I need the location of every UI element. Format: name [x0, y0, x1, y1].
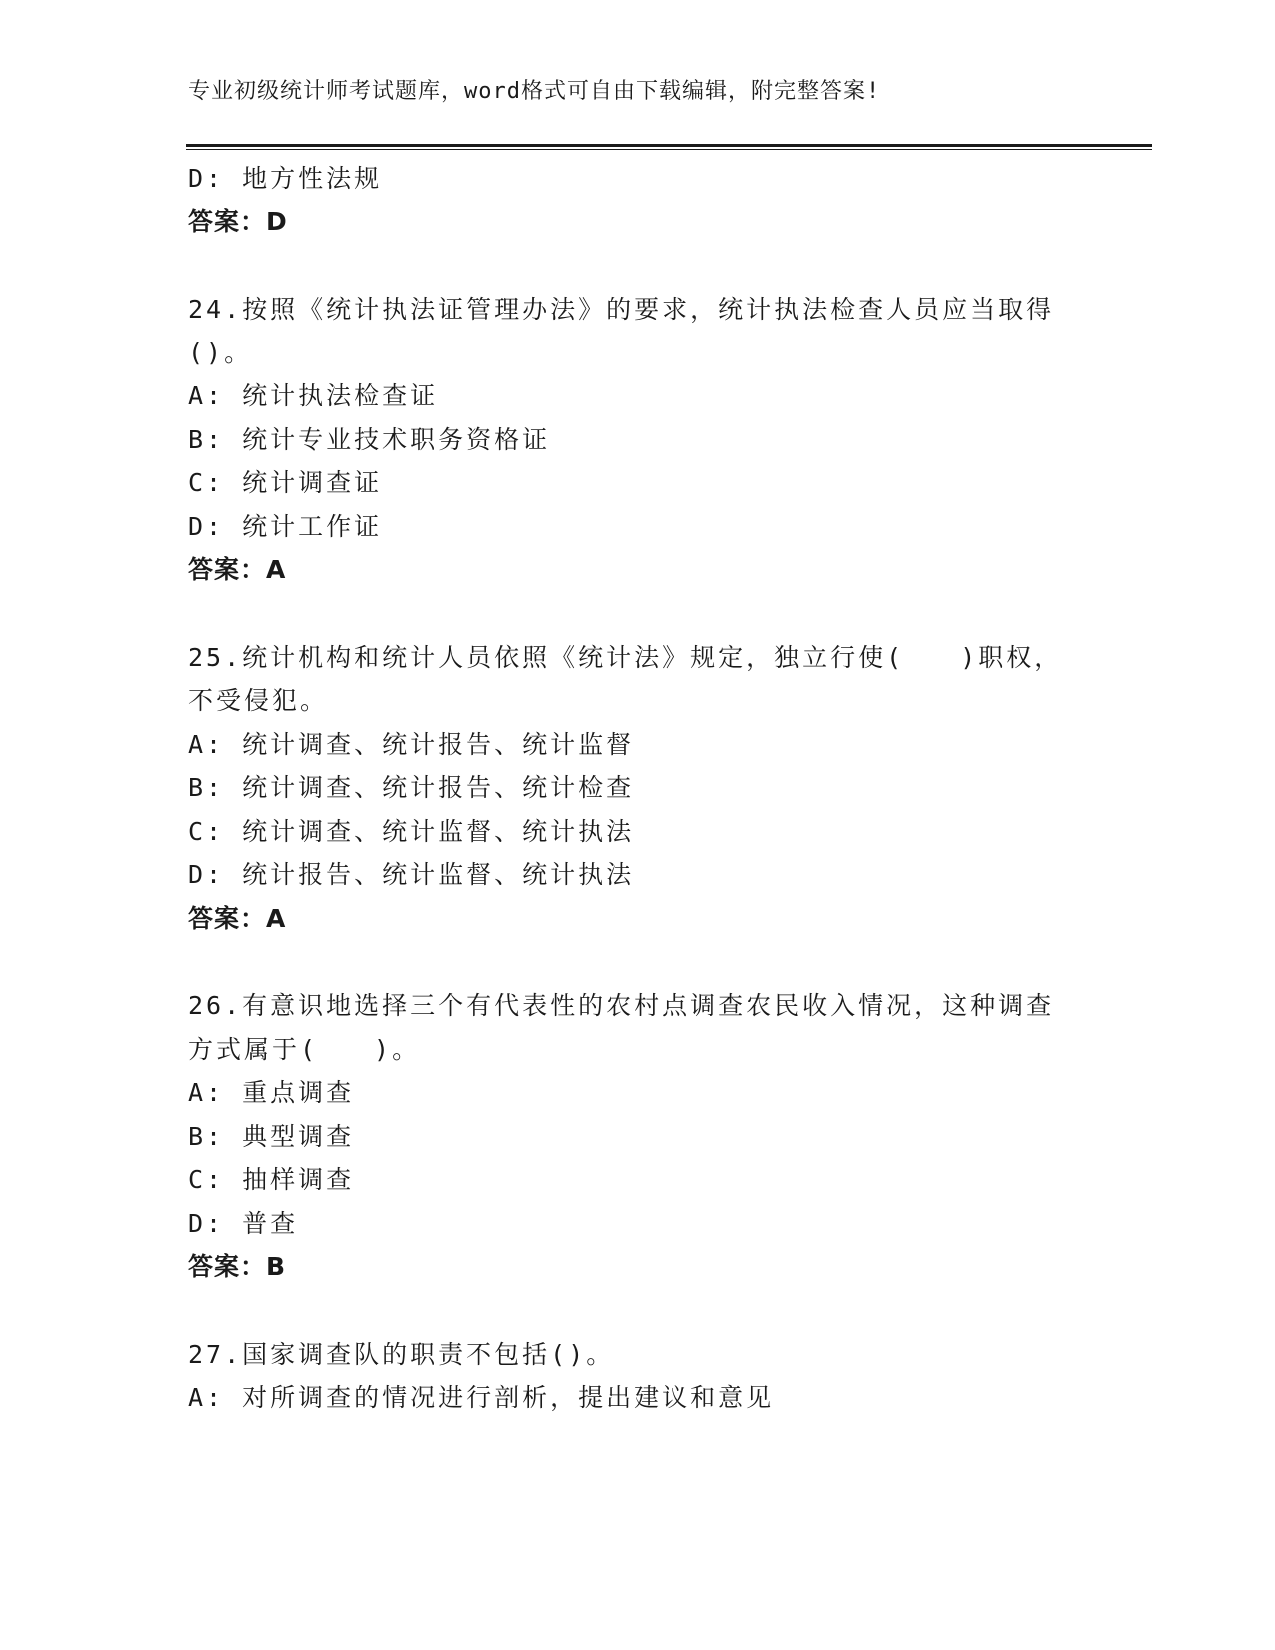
option-d-q24: D: 统计工作证 [188, 512, 383, 541]
question-27-line-1: 27.国家调查队的职责不包括()。 [188, 1340, 615, 1369]
option-d-q23: D: 地方性法规 [188, 164, 383, 193]
option-a-q24: A: 统计执法检查证 [188, 381, 439, 410]
question-24-line-1: 24.按照《统计执法证管理办法》的要求，统计执法检查人员应当取得 [188, 295, 1055, 324]
option-a-q25: A: 统计调查、统计报告、统计监督 [188, 730, 635, 759]
option-b-q24: B: 统计专业技术职务资格证 [188, 425, 551, 454]
option-b-q26: B: 典型调查 [188, 1122, 355, 1151]
answer-q23: 答案：D [188, 207, 288, 236]
answer-q24: 答案：A [188, 555, 287, 584]
page-header: 专业初级统计师考试题库，word格式可自由下载编辑，附完整答案! [188, 79, 881, 104]
option-c-q24: C: 统计调查证 [188, 468, 383, 497]
question-24-line-2: ()。 [188, 338, 253, 367]
answer-q26: 答案：B [188, 1252, 287, 1281]
option-a-q27: A: 对所调查的情况进行剖析，提出建议和意见 [188, 1383, 775, 1412]
answer-q25: 答案：A [188, 904, 287, 933]
option-a-q26: A: 重点调查 [188, 1078, 355, 1107]
question-25-line-1: 25.统计机构和统计人员依照《统计法》规定，独立行使( )职权， [188, 643, 1063, 672]
option-c-q26: C: 抽样调查 [188, 1165, 355, 1194]
option-d-q26: D: 普查 [188, 1209, 299, 1238]
question-25-line-2: 不受侵犯。 [188, 686, 329, 715]
option-b-q25: B: 统计调查、统计报告、统计检查 [188, 773, 635, 802]
option-c-q25: C: 统计调查、统计监督、统计执法 [188, 817, 635, 846]
question-26-line-1: 26.有意识地选择三个有代表性的农村点调查农民收入情况，这种调查 [188, 991, 1055, 1020]
header-divider [186, 144, 1152, 150]
option-d-q25: D: 统计报告、统计监督、统计执法 [188, 860, 635, 889]
question-26-line-2: 方式属于( )。 [188, 1035, 421, 1064]
